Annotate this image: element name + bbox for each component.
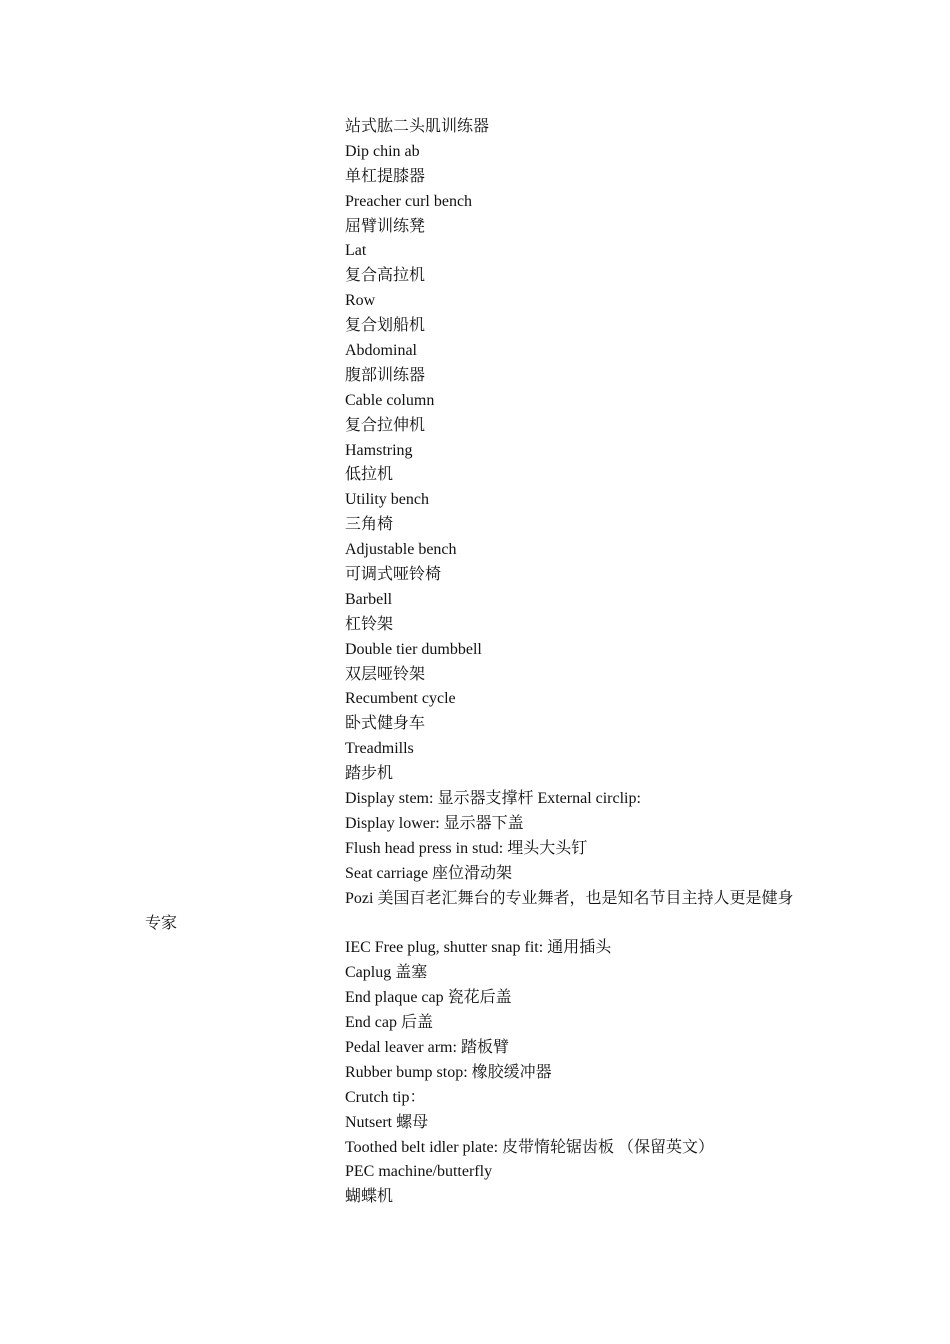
glossary-line: IEC Free plug, shutter snap fit: 通用插头 [345, 939, 612, 957]
glossary-line: 三角椅 [345, 516, 394, 534]
glossary-line: Seat carriage 座位滑动架 [345, 864, 513, 882]
glossary-line: 低拉机 [345, 466, 394, 484]
glossary-line: Preacher curl bench [345, 192, 473, 210]
glossary-line: End cap 后盖 [345, 1014, 433, 1032]
glossary-line: 腹部训练器 [345, 366, 426, 384]
glossary-line: Rubber bump stop: 橡胶缓冲器 [345, 1063, 552, 1081]
glossary-line: Hamstring [345, 441, 413, 459]
glossary-line: 可调式哑铃椅 [345, 566, 442, 584]
glossary-line: Pozi 美国百老汇舞台的专业舞者，也是知名节目主持人更是健身 [345, 889, 794, 907]
glossary-line: 卧式健身车 [345, 715, 426, 733]
glossary-line: Nutsert 螺母 [345, 1113, 429, 1131]
glossary-line: Recumbent cycle [345, 690, 456, 708]
glossary-line: Display stem: 显示器支撑杆 External circlip: [345, 790, 641, 808]
glossary-line: 复合划船机 [345, 317, 426, 335]
glossary-line: PEC machine/butterfly [345, 1163, 493, 1181]
glossary-line: Barbell [345, 590, 393, 608]
glossary-line: Flush head press in stud: 埋头大头钉 [345, 839, 588, 857]
glossary-line: Crutch tip： [345, 1088, 426, 1106]
glossary-line: Adjustable bench [345, 541, 457, 559]
glossary-line: 单杠提膝器 [345, 167, 426, 185]
glossary-line: Treadmills [345, 740, 414, 758]
glossary-line: Dip chin ab [345, 142, 420, 160]
glossary-line: Display lower: 显示器下盖 [345, 814, 524, 832]
glossary-line: Pedal leaver arm: 踏板臂 [345, 1038, 509, 1056]
glossary-line: 蝴蝶机 [345, 1188, 394, 1206]
glossary-line: Utility bench [345, 491, 429, 509]
glossary-line: Abdominal [345, 342, 417, 360]
glossary-line: 杠铃架 [345, 615, 394, 633]
glossary-line: 站式肱二头肌训练器 [345, 118, 490, 135]
glossary-line: Cable column [345, 391, 435, 409]
glossary-line-wrap: 专家 [145, 914, 178, 932]
glossary-line: Lat [345, 242, 367, 260]
glossary-line: 复合拉伸机 [345, 416, 426, 434]
glossary-line: 踏步机 [345, 765, 394, 783]
glossary-line: 双层哑铃架 [345, 665, 426, 683]
glossary-line: 复合高拉机 [345, 267, 426, 285]
glossary-line: Caplug 盖塞 [345, 964, 428, 982]
glossary-line: Row [345, 292, 376, 310]
glossary-line: 屈臂训练凳 [345, 217, 426, 235]
glossary-line: Double tier dumbbell [345, 640, 482, 658]
glossary-list [145, 115, 885, 1210]
glossary-line: End plaque cap 瓷花后盖 [345, 989, 512, 1007]
glossary-line: Toothed belt idler plate: 皮带惰轮锯齿板 （保留英文） [345, 1138, 715, 1156]
